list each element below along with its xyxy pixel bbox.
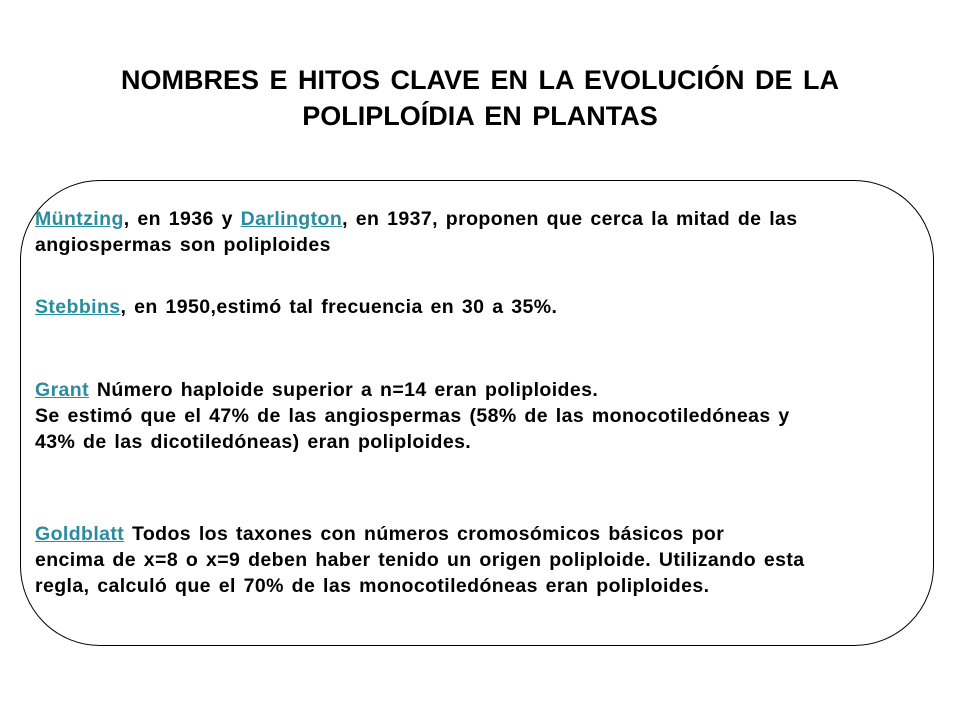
paragraph-text: Todos los taxones con números cromosómicos básicos por (124, 523, 725, 545)
title-line-2: POLIPLOÍDIA EN PLANTAS (302, 101, 658, 131)
paragraph-line: encima de x=8 o x=9 deben haber tenido un origen poliploide. Utilizando esta (35, 549, 805, 571)
paragraph-goldblatt (35, 521, 925, 599)
paragraph-stebbins (35, 294, 925, 320)
paragraph-text: Número haploide superior a n=14 eran poliploides. (89, 379, 599, 401)
paragraph-line: Se estimó que el 47% de las angiospermas (58% de las monocotiledóneas y (35, 405, 790, 427)
paragraph-grant (35, 377, 925, 455)
paragraph-line (35, 206, 925, 232)
title-line-1: NOMBRES E HITOS CLAVE EN LA EVOLUCIÓN DE LA (120, 65, 840, 95)
paragraph-muntzing-darlington (35, 206, 925, 258)
link-muntzing[interactable]: Müntzing (35, 208, 124, 230)
link-goldblatt[interactable]: Goldblatt (35, 523, 125, 545)
paragraph-text: , en 1937, proponen que cerca la mitad de las (342, 208, 798, 230)
paragraph-line (35, 294, 925, 320)
paragraph-line: angiospermas son poliploides (35, 234, 331, 256)
link-stebbins[interactable]: Stebbins (35, 296, 121, 318)
paragraph-line: regla, calculó que el 70% de las monocotiledóneas eran poliploides. (35, 575, 710, 597)
slide-title (0, 62, 960, 134)
paragraph-line (35, 377, 925, 403)
paragraph-line (35, 521, 925, 547)
link-darlington[interactable]: Darlington (240, 208, 343, 230)
paragraph-text: , en 1936 y (123, 208, 241, 230)
link-grant[interactable]: Grant (35, 379, 90, 401)
paragraph-text: , en 1950,estimó tal frecuencia en 30 a 35%. (120, 296, 558, 318)
paragraph-line: 43% de las dicotiledóneas) eran poliploides. (35, 431, 472, 453)
